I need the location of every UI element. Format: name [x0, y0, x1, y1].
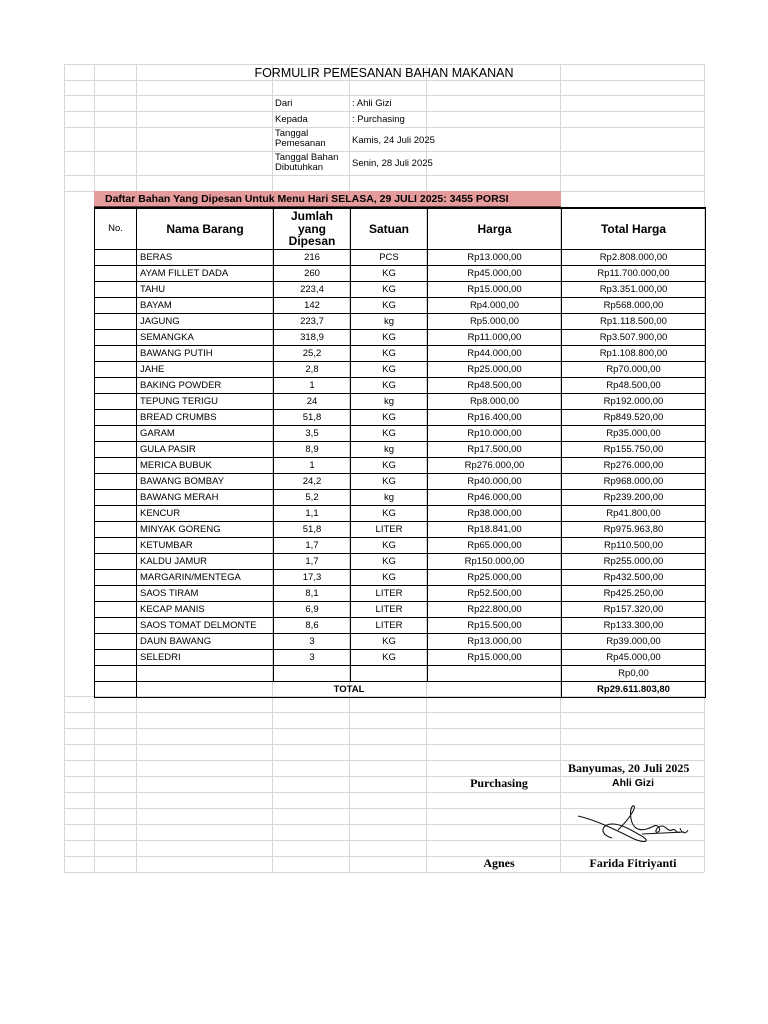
header-total-price: Total Harga: [562, 208, 706, 250]
item-unit: KG: [351, 330, 428, 346]
row-number: [95, 362, 137, 378]
item-unit: KG: [351, 506, 428, 522]
row-number: [95, 282, 137, 298]
row-number: [95, 554, 137, 570]
order-items-table: [94, 207, 706, 698]
table-row: [95, 490, 706, 506]
item-name: BERAS: [137, 250, 274, 266]
item-unit: kg: [351, 490, 428, 506]
menu-banner-text: Daftar Bahan Yang Dipesan Untuk Menu Hari SELASA, 29 JULI 2025: 3455 PORSI: [105, 193, 509, 205]
item-quantity: 5,2: [274, 490, 351, 506]
info-value-order-date: Kamis, 24 Juli 2025: [352, 135, 435, 146]
item-total: Rp110.500,00: [562, 538, 706, 554]
item-unit: KG: [351, 378, 428, 394]
item-name: JAGUNG: [137, 314, 274, 330]
grid-row-line: [64, 728, 704, 729]
table-row: [95, 394, 706, 410]
row-number: [95, 394, 137, 410]
item-price: Rp150.000,00: [428, 554, 562, 570]
item-total: Rp0,00: [562, 666, 706, 682]
row-number: [95, 634, 137, 650]
item-name: JAHE: [137, 362, 274, 378]
item-name: DAUN BAWANG: [137, 634, 274, 650]
grid-row-line: [64, 744, 704, 745]
item-price: Rp10.000,00: [428, 426, 562, 442]
item-total: Rp41.800,00: [562, 506, 706, 522]
table-row: [95, 298, 706, 314]
item-name: SEMANGKA: [137, 330, 274, 346]
table-row: [95, 458, 706, 474]
row-number: [95, 666, 137, 682]
grid-row-line: [64, 64, 704, 65]
table-row: [95, 410, 706, 426]
row-number: [95, 266, 137, 282]
item-price: Rp15.500,00: [428, 618, 562, 634]
header-unit: Satuan: [351, 208, 428, 250]
item-total: Rp133.300,00: [562, 618, 706, 634]
item-price: Rp5.000,00: [428, 314, 562, 330]
item-price: Rp15.000,00: [428, 650, 562, 666]
item-name: MINYAK GORENG: [137, 522, 274, 538]
item-unit: LITER: [351, 618, 428, 634]
grid-row-line: [64, 80, 704, 81]
item-price: Rp38.000,00: [428, 506, 562, 522]
info-label-from: Dari: [275, 98, 293, 109]
item-quantity: 216: [274, 250, 351, 266]
order-form-sheet: [64, 64, 704, 872]
grid-row-line: [64, 95, 704, 96]
item-unit: KG: [351, 362, 428, 378]
item-name: [137, 666, 274, 682]
item-total: Rp2.808.000,00: [562, 250, 706, 266]
purchasing-signer-name: Agnes: [483, 856, 515, 870]
item-unit: KG: [351, 458, 428, 474]
item-quantity: 1: [274, 458, 351, 474]
table-row: [95, 522, 706, 538]
item-price: Rp15.000,00: [428, 282, 562, 298]
row-number: [95, 426, 137, 442]
row-number: [95, 330, 137, 346]
item-total: Rp968.000,00: [562, 474, 706, 490]
info-value-to: : Purchasing: [352, 114, 405, 125]
table-row: [95, 474, 706, 490]
row-number: [95, 490, 137, 506]
table-row: [95, 266, 706, 282]
item-price: Rp22.800,00: [428, 602, 562, 618]
item-name: TEPUNG TERIGU: [137, 394, 274, 410]
item-total: Rp1.118.500,00: [562, 314, 706, 330]
grid-row-line: [64, 127, 704, 128]
item-name: BAWANG PUTIH: [137, 346, 274, 362]
item-total: Rp192.000,00: [562, 394, 706, 410]
item-total: Rp3.507.900,00: [562, 330, 706, 346]
row-number: [95, 650, 137, 666]
table-row: [95, 314, 706, 330]
item-price: Rp48.500,00: [428, 378, 562, 394]
item-unit: KG: [351, 298, 428, 314]
item-price: Rp11.000,00: [428, 330, 562, 346]
table-row: [95, 650, 706, 666]
table-row: [95, 586, 706, 602]
row-number: [95, 586, 137, 602]
item-price: Rp17.500,00: [428, 442, 562, 458]
item-price: Rp46.000,00: [428, 490, 562, 506]
item-total: Rp239.200,00: [562, 490, 706, 506]
info-label-order-date: Tanggal Pemesanan: [275, 128, 326, 150]
item-total: Rp39.000,00: [562, 634, 706, 650]
item-total: Rp568.000,00: [562, 298, 706, 314]
item-unit: kg: [351, 442, 428, 458]
item-quantity: 2,8: [274, 362, 351, 378]
item-price: Rp18.841,00: [428, 522, 562, 538]
item-unit: KG: [351, 650, 428, 666]
table-header-row: [95, 208, 706, 250]
item-quantity: 3: [274, 650, 351, 666]
item-unit: KG: [351, 554, 428, 570]
item-total: Rp48.500,00: [562, 378, 706, 394]
row-number: [95, 314, 137, 330]
item-quantity: 142: [274, 298, 351, 314]
row-number: [95, 410, 137, 426]
row-number: [95, 346, 137, 362]
purchasing-role-label: Purchasing: [470, 776, 528, 790]
item-price: Rp16.400,00: [428, 410, 562, 426]
item-quantity: 24,2: [274, 474, 351, 490]
row-number: [95, 618, 137, 634]
item-total: Rp425.250,00: [562, 586, 706, 602]
item-price: Rp4.000,00: [428, 298, 562, 314]
table-row: [95, 250, 706, 266]
signature-image: [572, 804, 692, 850]
item-name: SAOS TIRAM: [137, 586, 274, 602]
item-price: Rp13.000,00: [428, 250, 562, 266]
item-quantity: 51,8: [274, 522, 351, 538]
item-total: Rp70.000,00: [562, 362, 706, 378]
item-total: Rp45.000,00: [562, 650, 706, 666]
grid-row-line: [64, 712, 704, 713]
item-unit: LITER: [351, 602, 428, 618]
row-number: [95, 458, 137, 474]
item-price: Rp8.000,00: [428, 394, 562, 410]
item-quantity: 3,5: [274, 426, 351, 442]
item-price: Rp44.000,00: [428, 346, 562, 362]
row-number: [95, 506, 137, 522]
item-unit: KG: [351, 410, 428, 426]
grid-row-line: [64, 151, 704, 152]
item-total: Rp975.963,80: [562, 522, 706, 538]
header-quantity: Jumlah yang Dipesan: [274, 208, 351, 250]
place-date: Banyumas, 20 Juli 2025: [568, 761, 690, 775]
item-name: KENCUR: [137, 506, 274, 522]
item-price: Rp25.000,00: [428, 362, 562, 378]
table-row: [95, 538, 706, 554]
item-total: Rp432.500,00: [562, 570, 706, 586]
row-number: [95, 538, 137, 554]
table-row: [95, 378, 706, 394]
row-number: [95, 522, 137, 538]
table-row: [95, 554, 706, 570]
item-total: Rp3.351.000,00: [562, 282, 706, 298]
table-row: [95, 602, 706, 618]
item-quantity: 1: [274, 378, 351, 394]
table-row: [95, 362, 706, 378]
row-number: [95, 602, 137, 618]
item-quantity: 223,4: [274, 282, 351, 298]
item-price: Rp45.000,00: [428, 266, 562, 282]
item-quantity: 223,7: [274, 314, 351, 330]
header-no: No.: [95, 208, 137, 250]
grid-row-line: [64, 175, 704, 176]
item-price: Rp276.000,00: [428, 458, 562, 474]
item-quantity: 8,9: [274, 442, 351, 458]
item-name: KECAP MANIS: [137, 602, 274, 618]
item-name: SELEDRI: [137, 650, 274, 666]
info-value-from: : Ahli Gizi: [352, 98, 392, 109]
info-label-to: Kepada: [275, 114, 308, 125]
row-number: [95, 298, 137, 314]
item-price: Rp40.000,00: [428, 474, 562, 490]
item-quantity: 1,7: [274, 554, 351, 570]
item-quantity: 8,1: [274, 586, 351, 602]
item-price: Rp52.500,00: [428, 586, 562, 602]
item-name: BAWANG MERAH: [137, 490, 274, 506]
row-number: [95, 250, 137, 266]
row-number: [95, 442, 137, 458]
item-name: GULA PASIR: [137, 442, 274, 458]
item-unit: kg: [351, 394, 428, 410]
table-row: [95, 282, 706, 298]
item-name: GARAM: [137, 426, 274, 442]
table-row: [95, 330, 706, 346]
item-total: Rp1.108.800,00: [562, 346, 706, 362]
item-quantity: 51,8: [274, 410, 351, 426]
item-unit: [351, 666, 428, 682]
item-unit: KG: [351, 426, 428, 442]
item-name: BAWANG BOMBAY: [137, 474, 274, 490]
row-number: [95, 570, 137, 586]
table-row: [95, 618, 706, 634]
form-title: FORMULIR PEMESANAN BAHAN MAKANAN: [254, 66, 514, 80]
item-unit: LITER: [351, 522, 428, 538]
item-unit: KG: [351, 266, 428, 282]
item-quantity: [274, 666, 351, 682]
item-unit: PCS: [351, 250, 428, 266]
grid-row-line: [64, 776, 704, 777]
grand-total-value: Rp29.611.803,80: [562, 682, 706, 698]
table-total-row: [95, 682, 706, 698]
total-label: TOTAL: [137, 682, 562, 698]
table-row: [95, 442, 706, 458]
item-quantity: 24: [274, 394, 351, 410]
nutritionist-role-label: Ahli Gizi: [612, 777, 654, 789]
item-quantity: 260: [274, 266, 351, 282]
item-name: BREAD CRUMBS: [137, 410, 274, 426]
item-quantity: 17,3: [274, 570, 351, 586]
item-total: Rp35.000,00: [562, 426, 706, 442]
item-name: MERICA BUBUK: [137, 458, 274, 474]
header-price: Harga: [428, 208, 562, 250]
item-quantity: 25,2: [274, 346, 351, 362]
item-quantity: 6,9: [274, 602, 351, 618]
item-quantity: 3: [274, 634, 351, 650]
item-price: Rp25.000,00: [428, 570, 562, 586]
item-unit: KG: [351, 282, 428, 298]
item-unit: kg: [351, 314, 428, 330]
grid-row-line: [64, 792, 704, 793]
table-row: [95, 346, 706, 362]
item-quantity: 8,6: [274, 618, 351, 634]
item-total: Rp276.000,00: [562, 458, 706, 474]
info-value-needed-date: Senin, 28 Juli 2025: [352, 158, 433, 169]
item-name: MARGARIN/MENTEGA: [137, 570, 274, 586]
info-label-needed-date: Tanggal Bahan Dibutuhkan: [275, 152, 339, 174]
table-row: [95, 506, 706, 522]
grid-row-line: [64, 111, 704, 112]
item-unit: KG: [351, 474, 428, 490]
item-quantity: 318,9: [274, 330, 351, 346]
table-row: [95, 666, 706, 682]
header-item-name: Nama Barang: [137, 208, 274, 250]
item-unit: LITER: [351, 586, 428, 602]
item-unit: KG: [351, 346, 428, 362]
item-name: TAHU: [137, 282, 274, 298]
item-price: [428, 666, 562, 682]
item-quantity: 1,1: [274, 506, 351, 522]
item-price: Rp13.000,00: [428, 634, 562, 650]
item-name: KALDU JAMUR: [137, 554, 274, 570]
item-name: BAYAM: [137, 298, 274, 314]
table-row: [95, 634, 706, 650]
item-unit: KG: [351, 634, 428, 650]
item-name: SAOS TOMAT DELMONTE: [137, 618, 274, 634]
table-row: [95, 570, 706, 586]
item-price: Rp65.000,00: [428, 538, 562, 554]
row-number: [95, 378, 137, 394]
item-unit: KG: [351, 538, 428, 554]
item-unit: KG: [351, 570, 428, 586]
total-row-spacer: [95, 682, 137, 698]
item-total: Rp849.520,00: [562, 410, 706, 426]
table-row: [95, 426, 706, 442]
item-name: AYAM FILLET DADA: [137, 266, 274, 282]
grid-row-line: [64, 872, 704, 873]
item-name: BAKING POWDER: [137, 378, 274, 394]
grid-column-line: [64, 64, 65, 872]
item-total: Rp157.320,00: [562, 602, 706, 618]
table-body: [95, 250, 706, 682]
item-total: Rp11.700.000,00: [562, 266, 706, 282]
item-total: Rp255.000,00: [562, 554, 706, 570]
nutritionist-signer-name: Farida Fitriyanti: [589, 856, 677, 870]
item-quantity: 1,7: [274, 538, 351, 554]
item-name: KETUMBAR: [137, 538, 274, 554]
item-total: Rp155.750,00: [562, 442, 706, 458]
row-number: [95, 474, 137, 490]
